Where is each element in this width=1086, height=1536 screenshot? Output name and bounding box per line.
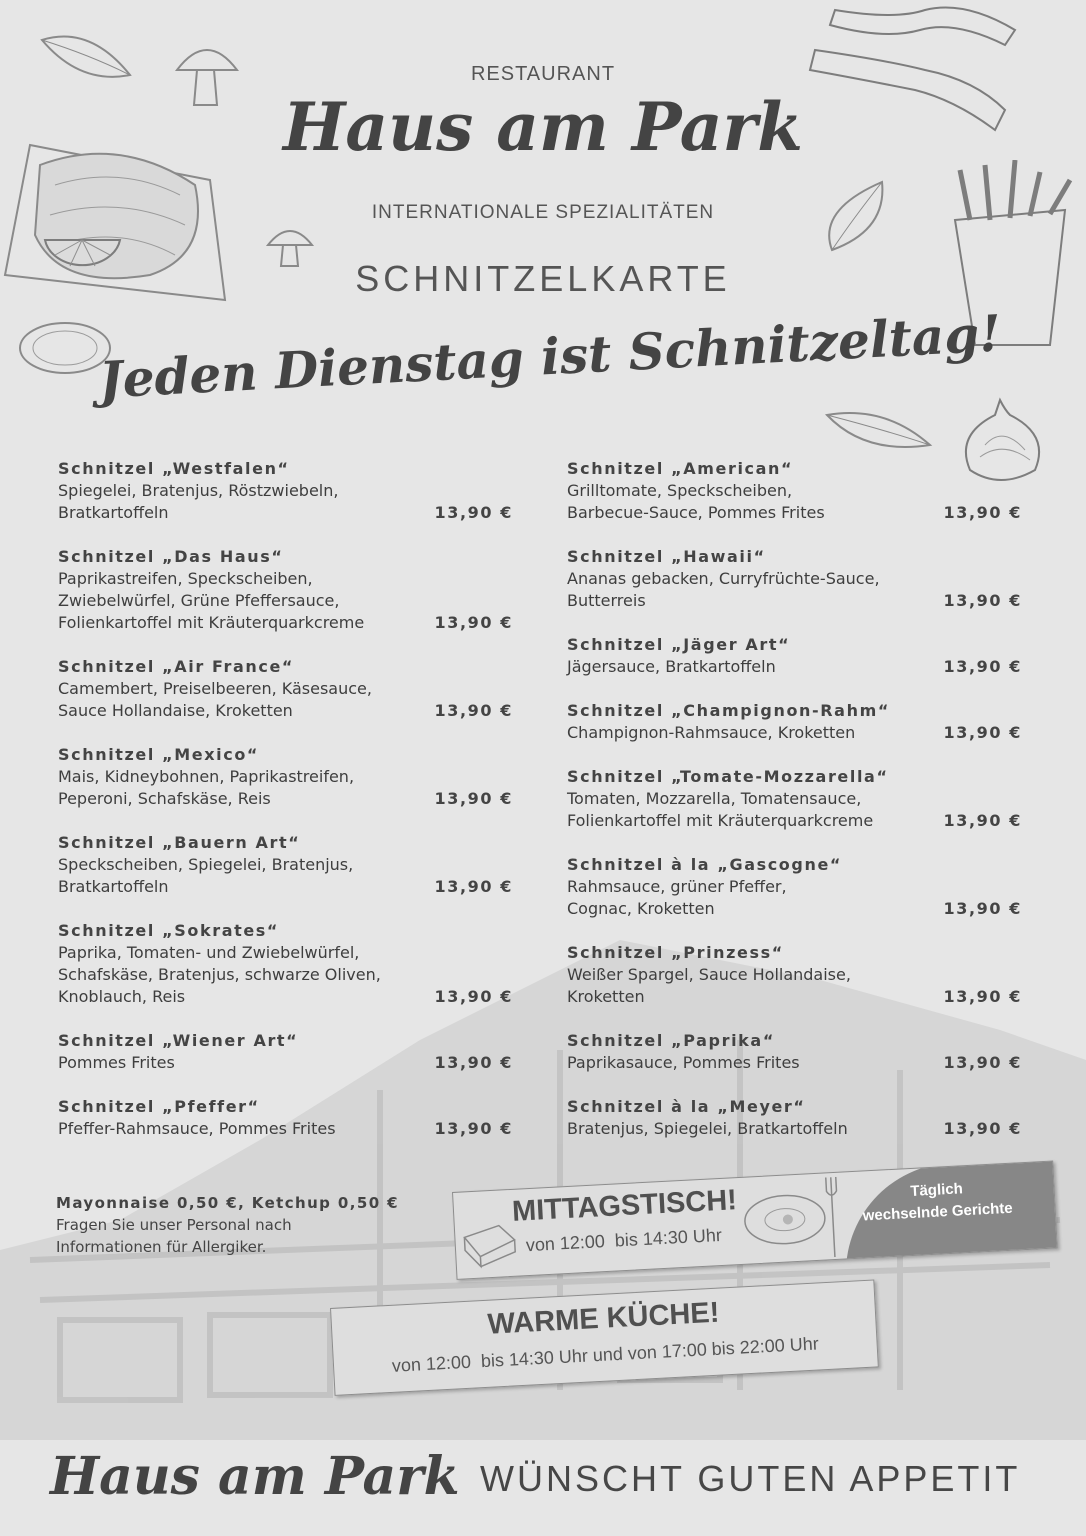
footer-restaurant-name: Haus am Park [50,1446,460,1507]
menu-item-name: Schnitzel „Westfalen“ [58,459,290,478]
menu-item-name: Schnitzel „Air France“ [58,657,295,676]
menu-item-price: 13,90 € [434,503,513,522]
menu-item-desc: Schafskäse, Bratenjus, schwarze Oliven, [58,965,381,984]
menu-item-price: 13,90 € [434,1053,513,1072]
menu-item [567,1030,1022,1074]
warme-kueche-hours: von 12:00 bis 14:30 Uhr und von 17:00 bis 22:00 Uhr [391,1333,820,1376]
menu-item [567,766,1022,832]
extras-note: Mayonnaise 0,50 €, Ketchup 0,50 € [56,1194,399,1212]
menu-item [567,700,1022,744]
allergy-note-line1: Fragen Sie unser Personal nach [56,1216,292,1234]
menu-item-price: 13,90 € [434,789,513,808]
menu-item [58,832,513,898]
menu-item [58,920,513,1008]
restaurant-name: Haus am Park [283,88,803,166]
menu-item-price: 13,90 € [943,987,1022,1006]
menu-item-desc: Sauce Hollandaise, Kroketten [58,701,293,720]
menu-item-price: 13,90 € [434,613,513,632]
mittagstisch-title: MITTAGSTISCH! [511,1184,738,1228]
menu-item-desc: Kroketten [567,987,645,1006]
badge-line2: wechselnde Gerichte [862,1199,1014,1225]
menu-item [58,546,513,634]
menu-item-price: 13,90 € [943,1119,1022,1138]
menu-item-name: Schnitzel „Paprika“ [567,1031,775,1050]
menu-item-price: 13,90 € [434,877,513,896]
menu-item-price: 13,90 € [943,811,1022,830]
allergy-note-line2: Informationen für Allergiker. [56,1238,267,1256]
mittagstisch-hours: von 12:00 bis 14:30 Uhr [525,1224,723,1256]
menu-item [567,942,1022,1008]
plate-icon [738,1185,831,1252]
menu-title: SCHNITZELKARTE [355,258,731,299]
menu-item-name: Schnitzel „American“ [567,459,794,478]
menu-item-desc: Bratkartoffeln [58,877,169,896]
menu-item [58,1096,513,1140]
menu-item-name: Schnitzel „Tomate-Mozzarella“ [567,767,889,786]
menu-item-price: 13,90 € [943,503,1022,522]
menu-item-desc: Spiegelei, Bratenjus, Röstzwiebeln, [58,481,339,500]
menu-item-desc: Folienkartoffel mit Kräuterquarkcreme [567,811,874,830]
fork-icon [823,1177,843,1258]
menu-item-desc: Grilltomate, Speckscheiben, [567,481,793,500]
menu-item-desc: Paprika, Tomaten- und Zwiebelwürfel, [58,943,360,962]
menu-item-name: Schnitzel „Champignon-Rahm“ [567,701,890,720]
menu-item-desc: Tomaten, Mozzarella, Tomatensauce, [567,789,862,808]
menu-item-name: Schnitzel „Mexico“ [58,745,260,764]
menu-item-price: 13,90 € [434,701,513,720]
menu-item [567,546,1022,612]
restaurant-label: RESTAURANT [470,63,616,85]
menu-item-name: Schnitzel „Wiener Art“ [58,1031,299,1050]
menu-item-price: 13,90 € [943,899,1022,918]
badge-line1: Täglich [909,1180,964,1201]
menu-item [58,744,513,810]
footer-tagline: WÜNSCHT GUTEN APPETIT [480,1458,1021,1499]
menu-item-desc: Pfeffer-Rahmsauce, Pommes Frites [58,1119,336,1138]
menu-item-name: Schnitzel „Sokrates“ [58,921,280,940]
menu-item-price: 13,90 € [943,723,1022,742]
menu-item-desc: Folienkartoffel mit Kräuterquarkcreme [58,613,365,632]
menu-item-desc: Bratenjus, Spiegelei, Bratkartoffeln [567,1119,848,1138]
leaf-icon [825,410,935,455]
menu-item-desc: Knoblauch, Reis [58,987,186,1006]
slogan: Jeden Dienstag ist Schnitzeltag! [97,303,1003,410]
menu-item-price: 13,90 € [943,591,1022,610]
menu-item-desc: Speckscheiben, Spiegelei, Bratenjus, [58,855,354,874]
menu-item-price: 13,90 € [434,1119,513,1138]
menu-item-desc: Champignon-Rahmsauce, Kroketten [567,723,856,742]
menu-item-desc: Bratkartoffeln [58,503,169,522]
menu-item [58,458,513,524]
menu-item-price: 13,90 € [943,657,1022,676]
menu-item-desc: Camembert, Preiselbeeren, Käsesauce, [58,679,372,698]
menu-item-desc: Jägersauce, Bratkartoffeln [567,657,776,676]
menu-item-desc: Rahmsauce, grüner Pfeffer, [567,877,787,896]
warme-kueche-title: WARME KÜCHE! [486,1296,721,1341]
menu-item-desc: Paprikastreifen, Speckscheiben, [58,569,313,588]
menu-item-desc: Pommes Frites [58,1053,175,1072]
menu-item-name: Schnitzel „Bauern Art“ [58,833,301,852]
menu-item-name: Schnitzel à la „Meyer“ [567,1097,806,1116]
menu-item-name: Schnitzel „Prinzess“ [567,943,784,962]
menu-item-desc: Barbecue-Sauce, Pommes Frites [567,503,825,522]
menu-item-name: Schnitzel „Pfeffer“ [58,1097,260,1116]
menu-item-desc: Weißer Spargel, Sauce Hollandaise, [567,965,851,984]
subtitle: INTERNATIONALE SPEZIALITÄTEN [371,202,715,223]
menu-item-desc: Peperoni, Schafskäse, Reis [58,789,271,808]
menu-item-price: 13,90 € [434,987,513,1006]
menu-item [567,854,1022,920]
menu-item [567,458,1022,524]
menu-item-desc: Paprikasauce, Pommes Frites [567,1053,800,1072]
menu-item-name: Schnitzel à la „Gascogne“ [567,855,843,874]
menu-item-desc: Cognac, Kroketten [567,899,715,918]
menu-item-name: Schnitzel „Das Haus“ [58,547,284,566]
menu-item-desc: Mais, Kidneybohnen, Paprikastreifen, [58,767,355,786]
menu-item-desc: Butterreis [567,591,646,610]
menu-item-name: Schnitzel „Jäger Art“ [567,635,791,654]
menu-item-name: Schnitzel „Hawaii“ [567,547,766,566]
menu-item [567,634,1022,678]
menu-item [58,656,513,722]
menu-item [567,1096,1022,1140]
menu-item-desc: Zwiebelwürfel, Grüne Pfeffersauce, [58,591,340,610]
menu-item-desc: Ananas gebacken, Curryfrüchte-Sauce, [567,569,880,588]
menu-item [58,1030,513,1074]
menu-item-price: 13,90 € [943,1053,1022,1072]
